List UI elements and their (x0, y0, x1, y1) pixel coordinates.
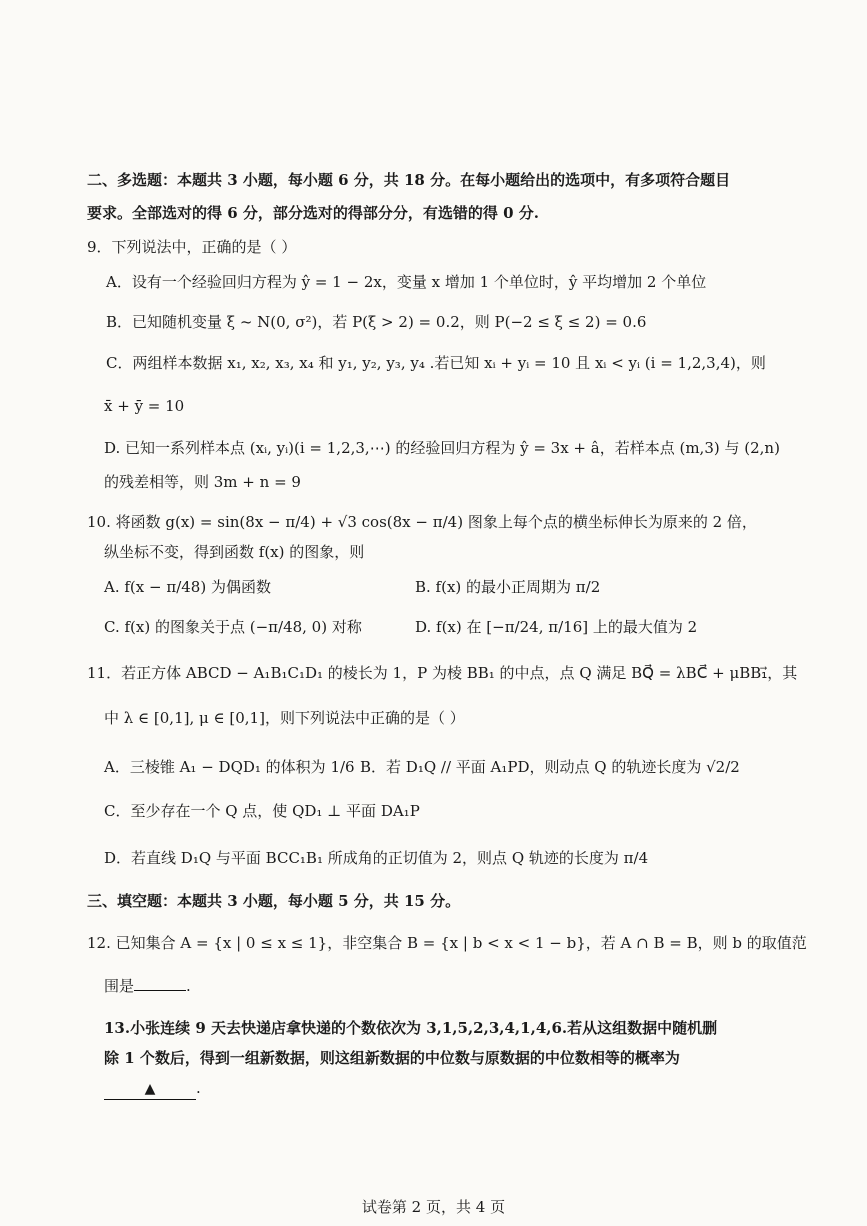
q11-stem-line2: 中 λ ∈ [0,1], μ ∈ [0,1]，则下列说法中正确的是（ ） (104, 709, 465, 727)
q9-option-c-line1: C．两组样本数据 x₁, x₂, x₃, x₄ 和 y₁, y₂, y₃, y₄ .若已知 xᵢ + yᵢ = 10 且 xᵢ < yᵢ (i = 1,2,3,4)，则 (106, 354, 766, 372)
q12-line2-text: 围是 (104, 977, 135, 995)
q11-stem-line1: 11．若正方体 ABCD − A₁B₁C₁D₁ 的棱长为 1，P 为棱 BB₁ 的中点，点 Q 满足 BQ⃗ = λBC⃗ + μBB₁⃗，其 (87, 664, 798, 682)
q11-option-c: C．至少存在一个 Q 点，使 QD₁ ⊥ 平面 DA₁P (104, 802, 420, 820)
q9-option-a: A．设有一个经验回归方程为 ŷ = 1 − 2x，变量 x 增加 1 个单位时，ŷ 平均增加 2 个单位 (106, 273, 707, 291)
q9-option-d-line2: 的残差相等，则 3m + n = 9 (104, 473, 301, 491)
q10-option-b: B. f(x) 的最小正周期为 π/2 (415, 578, 601, 596)
section2-header-line2: 要求。全部选对的得 6 分，部分选对的得部分分，有选错的得 0 分. (87, 204, 539, 222)
q12-line1: 12. 已知集合 A = {x | 0 ≤ x ≤ 1}，非空集合 B = {x | b < x < 1 − b}，若 A ∩ B = B，则 b 的取值范 (87, 934, 807, 952)
q10-option-d: D. f(x) 在 [−π/24, π/16] 上的最大值为 2 (415, 618, 698, 636)
q13-answer-blank: ▲ (104, 1079, 196, 1100)
q13-line3-end: . (196, 1079, 201, 1097)
q12-line2 (104, 976, 191, 996)
q9-stem: 9．下列说法中，正确的是（ ） (87, 238, 297, 256)
q9-option-d-line1: D. 已知一系列样本点 (xᵢ, yᵢ)(i = 1,2,3,⋯) 的经验回归方程为 ŷ = 3x + â，若样本点 (m,3) 与 (2,n) (104, 439, 780, 457)
q9-option-b: B．已知随机变量 ξ ~ N(0, σ²)，若 P(ξ > 2) = 0.2，则 P(−2 ≤ ξ ≤ 2) = 0.6 (106, 313, 647, 331)
q10-option-a: A. f(x − π/48) 为偶函数 (104, 578, 271, 596)
page-footer: 试卷第 2 页，共 4 页 (361, 1198, 506, 1216)
q11-option-b: B．若 D₁Q // 平面 A₁PD，则动点 Q 的轨迹长度为 √2/2 (360, 758, 740, 776)
q11-option-d: D．若直线 D₁Q 与平面 BCC₁B₁ 所成角的正切值为 2，则点 Q 轨迹的长度为 π/4 (104, 849, 649, 867)
q10-option-c: C. f(x) 的图象关于点 (−π/48, 0) 对称 (104, 618, 362, 636)
section3-header: 三、填空题：本题共 3 小题，每小题 5 分，共 15 分。 (87, 892, 461, 910)
section2-header-line1: 二、多选题：本题共 3 小题，每小题 6 分，共 18 分。在每小题给出的选项中，有多项符合题目 (87, 171, 731, 189)
q9-option-c-line2: x̄ + ȳ = 10 (104, 397, 185, 415)
q11-option-a: A．三棱锥 A₁ − DQD₁ 的体积为 1/6 (104, 758, 355, 776)
q12-line2-end: . (186, 977, 191, 995)
q12-answer-blank (134, 990, 186, 991)
q13-line3 (104, 1078, 201, 1100)
q10-stem-line2: 纵坐标不变，得到函数 f(x) 的图象，则 (104, 543, 365, 561)
q10-stem-line1: 10. 将函数 g(x) = sin(8x − π/4) + √3 cos(8x − π/4) 图象上每个点的横坐标伸长为原来的 2 倍， (87, 513, 757, 531)
q13-line2: 除 1 个数后，得到一组新数据，则这组新数据的中位数与原数据的中位数相等的概率为 (104, 1049, 680, 1067)
q13-line1: 13.小张连续 9 天去快递店拿快递的个数依次为 3,1,5,2,3,4,1,4,6.若从这组数据中随机删 (104, 1019, 718, 1037)
